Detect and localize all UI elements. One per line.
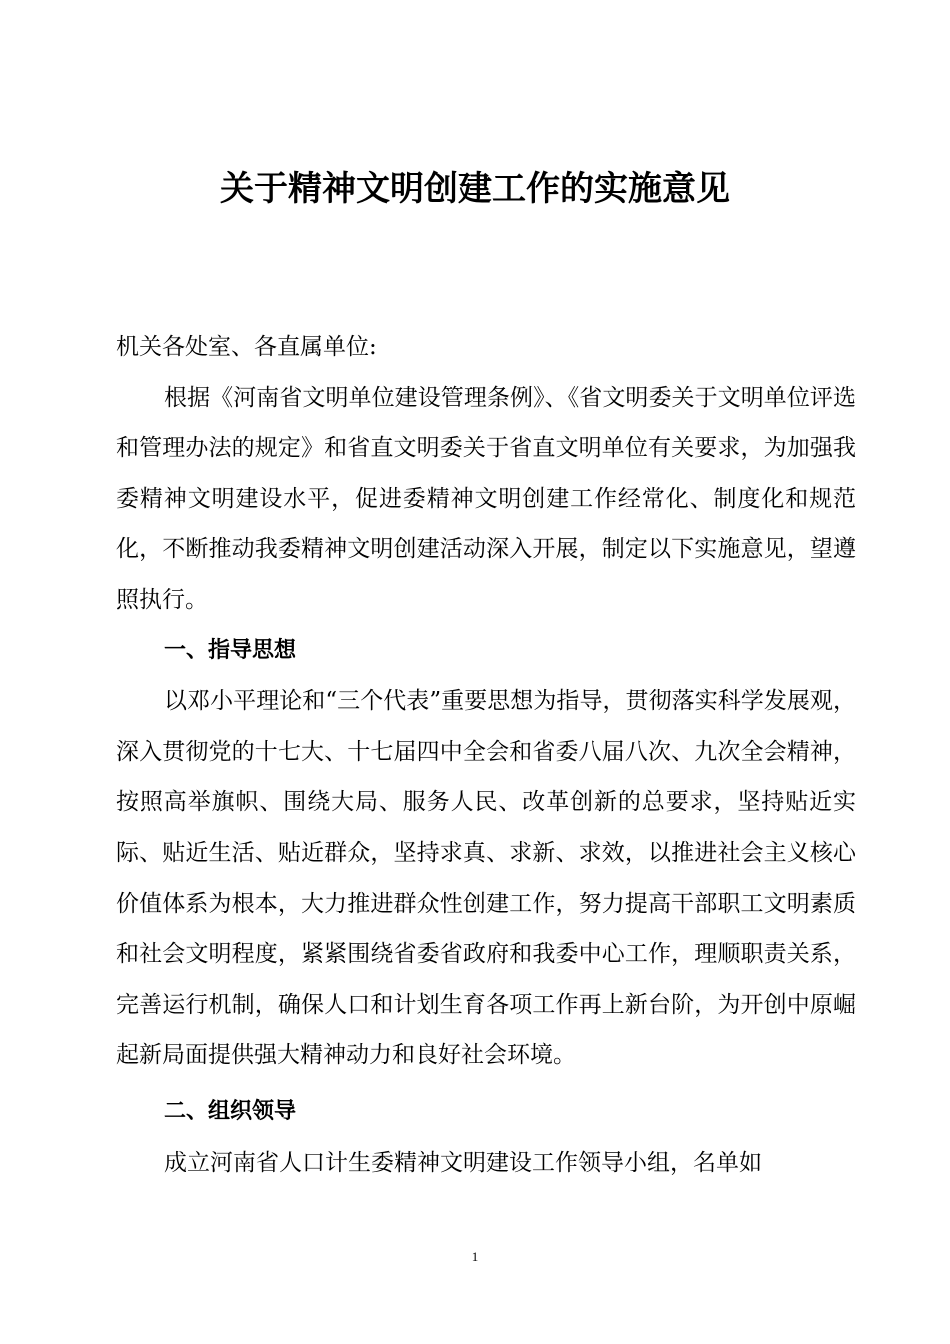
paragraph-organization: 成立河南省人口计生委精神文明建设工作领导小组，名单如 bbox=[164, 1149, 762, 1176]
paragraph-guiding-thought: 以邓小平理论和“三个代表”重要思想为指导，贯彻落实科学发展观，深入贯彻党的十七大、十七届四中全会和省委八届八次、九次全会精神，按照高举旗帜、围绕大局、服务人民、改革创新的总要求，坚持贴近实际、贴近生活、贴近群众，坚持求真、求新、求效，以推进社会主义核心价值体系为根本，大力推进群众性创建工作，努力提高干部职工文明素质和社会文明程度，紧紧围绕省委省政府和我委中心工作，理顺职责关系，完善运行机制，确保人口和计划生育各项工作再上新台阶，为开创中原崛起新局面提供强大精神动力和良好社会环境。 bbox=[116, 688, 856, 1069]
salutation: 机关各处室、各直属单位: bbox=[116, 334, 377, 360]
document-body bbox=[116, 322, 856, 1188]
paragraph-intro: 根据《河南省文明单位建设管理条例》、《省文明委关于文明单位评选和管理办法的规定》和省直文明委关于省直文明单位有关要求，为加强我委精神文明建设水平，促进委精神文明创建工作经常化、制度化和规范化，不断推动我委精神文明创建活动深入开展，制定以下实施意见，望遵照执行。 bbox=[116, 384, 856, 613]
document-title: 关于精神文明创建工作的实施意见 bbox=[220, 169, 730, 209]
section-heading-guiding-thought: 一、指导思想 bbox=[164, 637, 297, 663]
page-number: 1 bbox=[471, 1249, 479, 1264]
section-heading-organization: 二、组织领导 bbox=[164, 1098, 297, 1124]
